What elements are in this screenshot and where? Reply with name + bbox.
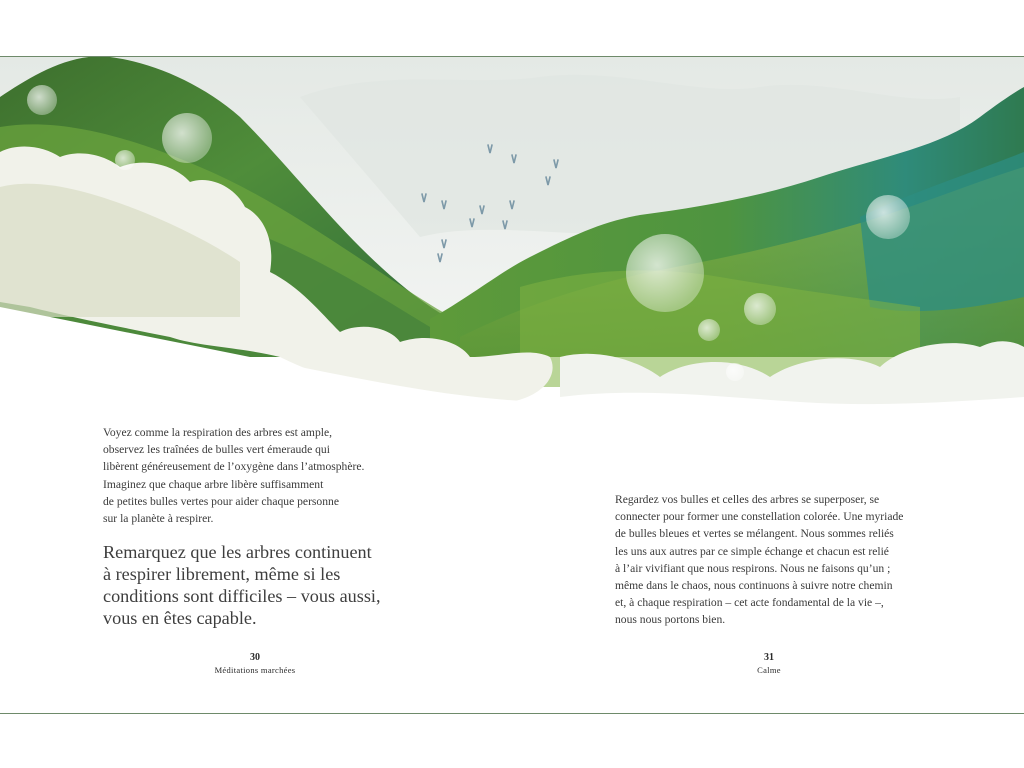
pull-quote (103, 541, 403, 629)
quote-line: à respirer librement, même si les (103, 564, 341, 584)
text-line: Regardez vos bulles et celles des arbres se superposer, se (615, 493, 880, 506)
bubble (115, 150, 135, 170)
right-folio (704, 651, 834, 676)
bubble (626, 234, 704, 312)
bubble (866, 195, 910, 239)
text-line: et, à chaque respiration – cet acte fondamental de la vie –, (615, 596, 884, 610)
text-line: les uns aux autres par ce simple échange et chacun est relié (615, 544, 889, 558)
text-line: à l’air vivifiant que nous respirons. Nous ne faisons qu’un ; (615, 561, 891, 575)
page-number: 30 (250, 652, 260, 663)
text-line: de petites bulles vertes pour aider chaque personne (103, 494, 339, 508)
page-number: 31 (764, 652, 774, 663)
text-line: même dans le chaos, nous continuons à suivre notre chemin (615, 579, 893, 593)
bubble (744, 293, 776, 325)
cloud-base-right (560, 393, 1024, 497)
right-body-text (615, 491, 935, 629)
quote-line: conditions sont difficiles – vous aussi, (103, 586, 381, 606)
bubble (162, 113, 212, 163)
text-line: nous nous portons bien. (615, 613, 726, 627)
quote-line: Remarquez que les arbres continuent (103, 542, 372, 562)
bubble (27, 85, 57, 115)
text-line: observez les traînées de bulles vert émeraude qui (103, 443, 330, 457)
bubble (698, 319, 720, 341)
running-title: Calme (757, 665, 781, 675)
text-line: de bulles bleues et vertes se mélangent. Nous sommes reliés (615, 527, 894, 541)
text-line: libèrent généreusement de l’oxygène dans l’atmosphère. (103, 460, 365, 474)
text-line: sur la planète à respirer. (103, 512, 214, 526)
text-line: Voyez comme la respiration des arbres est ample, (103, 426, 333, 439)
quote-line: vous en êtes capable. (103, 608, 257, 628)
left-folio (190, 651, 320, 676)
bubble (726, 363, 744, 381)
left-body-text (103, 424, 393, 527)
bottom-rule (0, 713, 1024, 714)
text-line: connecter pour former une constellation colorée. Une myriade (615, 510, 904, 524)
running-title: Méditations marchées (214, 665, 296, 675)
text-line: Imaginez que chaque arbre libère suffisamment (103, 477, 324, 491)
